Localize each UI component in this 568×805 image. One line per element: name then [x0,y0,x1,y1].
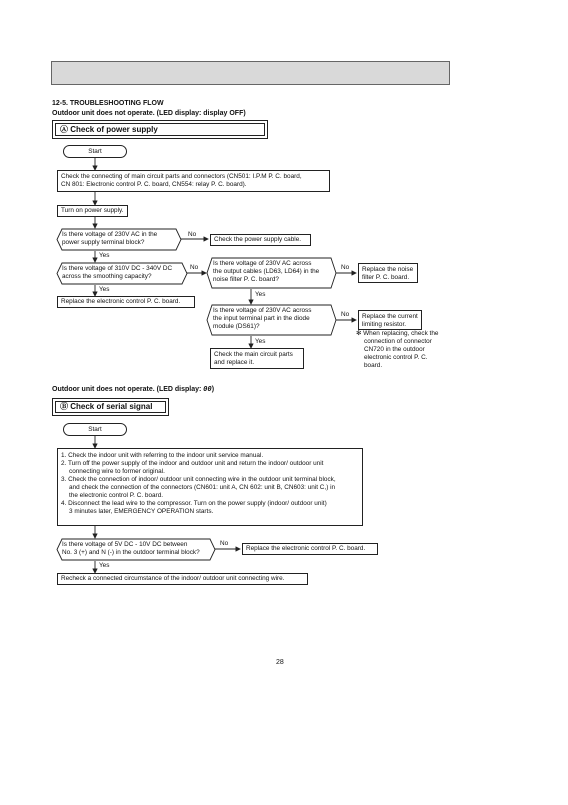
q4-yes-line1: Check the main circuit parts [214,351,293,358]
step1-line1: Check the connecting of main circuit parts and connectors (CN501: I.P.M P. C. board, [61,173,302,180]
flow-b-q1-line2: No. 3 (+) and N (-) in the outdoor terminal block? [62,549,200,556]
flow-b-title: Ⓑ Check of serial signal [55,401,166,413]
note-line5: board. [364,362,383,369]
subtitle2-prefix: Outdoor unit does not operate. (LED display: [52,386,202,393]
q4-line2: the input terminal part in the diode [213,315,310,322]
flow-b-q1-line1: Is there voltage of 5V DC - 10V DC between [62,541,188,548]
q1-line1: Is there voltage of 230V AC in the [62,231,158,238]
section-title: 12-5. TROUBLESHOOTING FLOW [52,100,164,107]
flow-b-action-recheck-wire: Recheck a connected circumstance of the indoor/ outdoor unit connecting wire. [57,573,308,585]
flow-b-step-3: 3. Check the connection of indoor/ outdoor unit connecting wire in the outdoor unit terminal block, [61,476,336,483]
q2-no-label: No [190,264,199,271]
flow-b-step-4: 4. Disconnect the lead wire to the compressor. Turn on the power supply (indoor/ outdoor unit) [61,500,327,507]
q3-no-line1: Replace the noise [362,266,414,273]
flow-a-action-replace-electronic-board: Replace the electronic control P. C. board. [57,296,195,308]
flow-a-decision-230v-terminal [56,228,182,251]
q4-yes-line2: and replace it. [214,359,255,366]
flow-a-action-replace-noise-filter [358,263,418,283]
q3-yes-label: Yes [255,291,266,298]
flow-b-step-3-cont1: and check the connection of the connectors (CN601: unit A, CN 602: unit B, CN603: unit C,) in [69,484,336,491]
flow-a-step-power-on: Turn on power supply. [57,205,128,217]
flow-b-yes-label: Yes [99,562,110,569]
q3-line1: Is there voltage of 230V AC across [213,260,312,267]
flow-b-step-2: 2. Turn off the power supply of the indoor and outdoor unit and return the indoor/ outdoor unit [61,460,324,467]
flow-a-action-replace-resistor [358,310,422,330]
note-line1: ✻ When replacing, check the [356,330,439,337]
flow-a-note [356,330,438,370]
flow-a-start: Start [63,145,127,158]
q4-no-line2: limiting resistor. [362,321,407,328]
note-line3: CN720 in the outdoor [364,346,425,353]
subtitle-led-off: Outdoor unit does not operate. (LED display: display OFF) [52,110,246,117]
q1-no-label: No [188,231,197,238]
flow-b-step-1: 1. Check the indoor unit with referring to the indoor unit service manual. [61,452,264,459]
flow-a-step-check-connectors [57,170,330,192]
q2-line1: Is there voltage of 310V DC - 340V DC [62,265,173,272]
flow-a-action-check-cable: Check the power supply cable. [210,234,311,246]
q4-line3: module (DS61)? [213,323,260,330]
q3-no-line2: filter P. C. board. [362,274,410,281]
q3-line3: noise filter P. C. board? [213,276,279,283]
subtitle2-suffix: ) [211,386,215,393]
flow-b-start: Start [63,423,127,436]
step1-line2: CN 801: Electronic control P. C. board, CN554: relay P. C. board). [61,181,247,188]
subtitle2-led-code: 00 [203,385,212,393]
flow-b-steps-box [57,448,363,526]
q4-no-line1: Replace the current [362,313,418,320]
flow-b-no-label: No [220,540,229,547]
flow-b-action-replace-board: Replace the electronic control P. C. board. [242,543,378,555]
flow-a-decision-diode-module [206,304,337,336]
q1-line2: power supply terminal block? [62,239,145,246]
flow-b-step-4-cont: 3 minutes later, EMERGENCY OPERATION starts. [69,508,214,515]
subtitle-led-00 [52,385,214,394]
q2-yes-label: Yes [99,286,110,293]
q3-no-label: No [341,264,350,271]
flow-b-decision-5v-terminal [56,538,216,561]
note-line2: connection of connector [364,338,432,345]
q1-yes-label: Yes [99,252,110,259]
q4-line1: Is there voltage of 230V AC across [213,307,312,314]
q4-no-label: No [341,311,350,318]
flow-b-step-2-cont: connecting wire to former original. [69,468,165,475]
flow-a-decision-noise-filter [206,257,337,289]
flow-a-title: Ⓐ Check of power supply [55,123,265,136]
flow-b-step-3-cont2: the electronic control P. C. board. [69,492,164,499]
q2-line2: across the smoothing capacity? [62,273,152,280]
page-number: 28 [276,659,284,666]
q4-yes-label: Yes [255,338,266,345]
flow-a-decision-310v-smoothing [56,262,188,285]
flow-b-title-frame [52,398,169,416]
q3-line2: the output cables (LD63, LD64) in the [213,268,320,275]
flow-a-action-check-main-circuit [210,348,304,369]
note-line4: electronic control P. C. [364,354,428,361]
